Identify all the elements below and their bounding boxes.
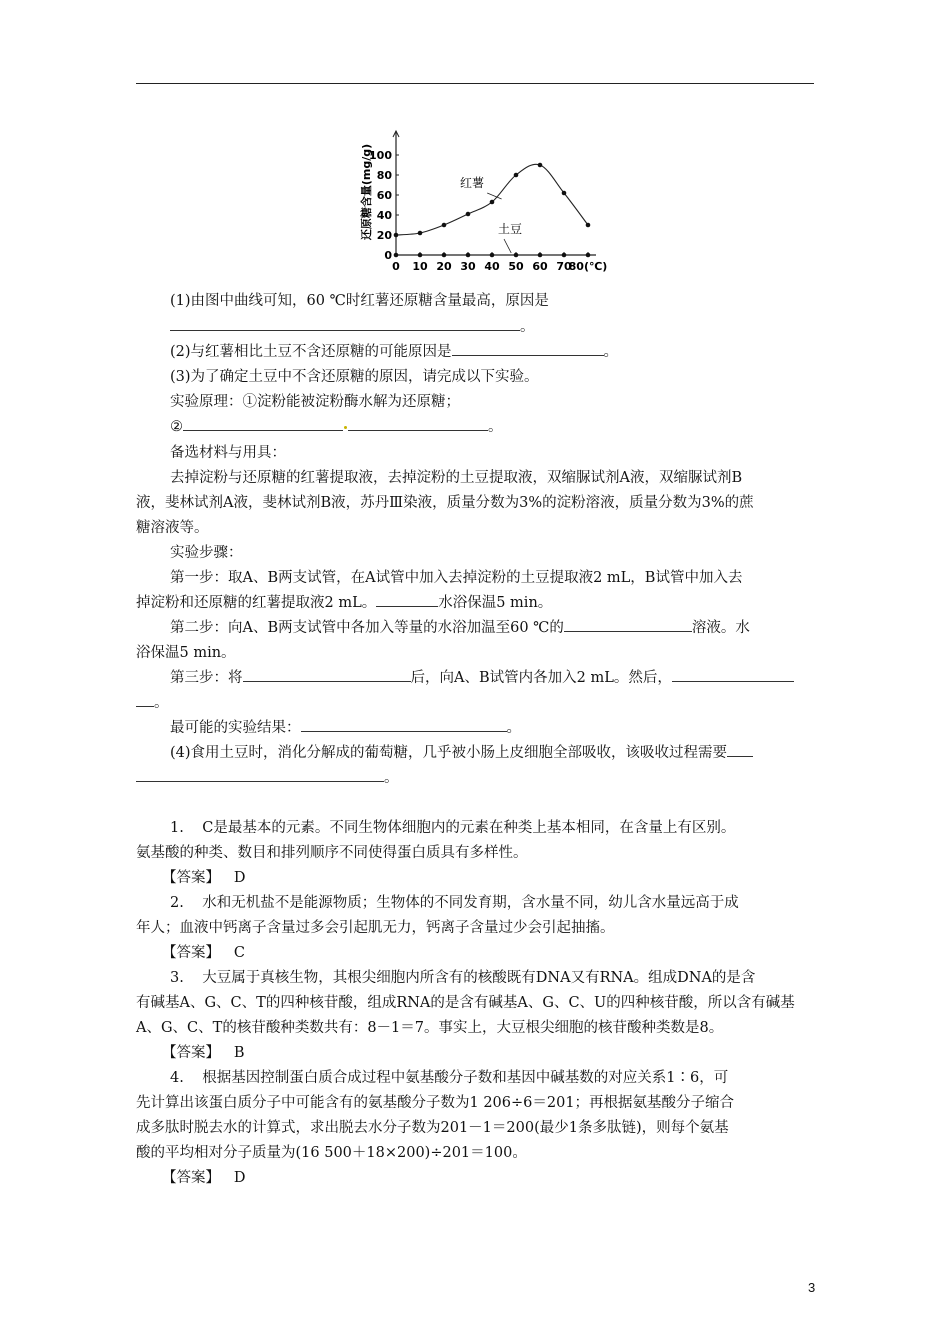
leader-line <box>504 239 511 253</box>
y-tick-label: 40 <box>376 209 392 222</box>
answer-blank[interactable] <box>727 743 753 757</box>
data-point <box>562 253 567 258</box>
answer-blank[interactable] <box>376 593 438 607</box>
data-point <box>490 200 495 205</box>
answer-blank[interactable] <box>136 693 154 707</box>
question-1: (1)由图中曲线可知，60 ℃时红薯还原糖含量最高，原因是 <box>170 293 549 309</box>
data-point <box>418 253 423 258</box>
y-tick-label: 60 <box>376 189 392 202</box>
x-tick-label: 10 <box>412 260 428 273</box>
answer-blank[interactable] <box>183 417 343 431</box>
x-tick-label: 20 <box>436 260 452 273</box>
answer-4-line-1: 4. 根据基因控制蛋白质合成过程中氨基酸分子数和基因中碱基数的对应关系1∶6，可 <box>170 1070 729 1086</box>
series-label-potato: 土豆 <box>498 222 523 236</box>
data-point <box>394 233 399 238</box>
sugar-content-chart <box>350 125 630 285</box>
data-point <box>394 253 399 258</box>
x-tick-label: 80(℃) <box>568 260 608 273</box>
answer-blank[interactable] <box>136 768 384 782</box>
x-tick-label: 70 <box>556 260 572 273</box>
answer-blank[interactable] <box>348 417 488 431</box>
answer-4-key: 【答案】 D <box>162 1170 246 1186</box>
question-2: (2)与红薯相比土豆不含还原糖的可能原因是 。 <box>170 344 619 360</box>
x-tick-label: 60 <box>532 260 548 273</box>
page-number: 3 <box>808 1280 816 1295</box>
data-point <box>466 253 471 258</box>
answer-blank[interactable] <box>243 668 411 682</box>
data-point <box>418 231 423 236</box>
mark-dot <box>344 426 347 429</box>
question-4-line-2: 。 <box>136 768 399 788</box>
series-label-sweet-potato: 红薯 <box>460 176 485 190</box>
answer-2-line-1: 2. 水和无机盐不是能源物质；生物体的不同发育期，含水量不同，幼儿含水量远高于成 <box>170 895 739 911</box>
step-1-line-2: 掉淀粉和还原糖的红薯提取液2 mL。 水浴保温5 min。 <box>136 595 553 611</box>
answer-blank[interactable] <box>301 718 507 732</box>
data-point <box>442 253 447 258</box>
data-point <box>586 253 591 258</box>
y-tick-label: 100 <box>369 149 392 162</box>
answer-4-line-2: 先计算出该蛋白质分子中可能含有的氨基酸分子数为1 206÷6＝201；再根据氨基酸分子缩合 <box>136 1095 735 1111</box>
y-tick-label: 20 <box>376 229 392 242</box>
step-1-line-1: 第一步：取A、B两支试管，在A试管中加入去掉淀粉的土豆提取液2 mL，B试管中加入去 <box>170 570 743 586</box>
data-point <box>538 163 543 168</box>
answer-1-line-2: 氨基酸的种类、数目和排列顺序不同使得蛋白质具有多样性。 <box>136 845 528 861</box>
answer-blank[interactable] <box>564 618 692 632</box>
data-point <box>514 173 519 178</box>
y-tick-label: 80 <box>376 169 392 182</box>
steps-title: 实验步骤： <box>170 545 243 561</box>
principle-1: 实验原理：①淀粉能被淀粉酶水解为还原糖； <box>170 394 460 410</box>
answer-1-line-1: 1. C是最基本的元素。不同生物体细胞内的元素在种类上基本相同，在含量上有区别。 <box>170 820 736 836</box>
x-tick-label: 50 <box>508 260 524 273</box>
principle-2: ② 。 <box>170 419 503 435</box>
materials-line-1: 去掉淀粉与还原糖的红薯提取液，去掉淀粉的土豆提取液，双缩脲试剂A液，双缩脲试剂B <box>170 470 743 486</box>
step-2-line-1: 第二步：向A、B两支试管中各加入等量的水浴加温至60 ℃的 溶液。水 <box>170 620 750 636</box>
answer-blank[interactable] <box>452 342 604 356</box>
header-rule <box>136 83 814 84</box>
materials-line-3: 糖溶液等。 <box>136 520 209 536</box>
answer-blank[interactable] <box>170 317 520 331</box>
answer-2-key: 【答案】 C <box>162 945 245 961</box>
step-3-line-2: 。 <box>136 693 169 713</box>
data-point <box>562 191 567 196</box>
answer-3-line-1: 3. 大豆属于真核生物，其根尖细胞内所含有的核酸既有DNA又有RNA。组成DNA的是含 <box>170 970 756 986</box>
answer-4-line-3: 成多肽时脱去水的计算式，求出脱去水分子数为201－1＝200(最少1条多肽链)，则每个氨基 <box>136 1120 729 1136</box>
data-point <box>586 223 591 228</box>
data-point <box>442 223 447 228</box>
step-3-line-1: 第三步：将 后，向A、B试管内各加入2 mL。然后， <box>170 668 794 688</box>
series-line-1 <box>396 164 588 235</box>
data-point <box>514 253 519 258</box>
x-tick-label: 40 <box>484 260 500 273</box>
answer-blank[interactable] <box>672 668 794 682</box>
materials-title: 备选材料与用具： <box>170 445 286 461</box>
answer-3-line-2: 有碱基A、G、C、T的四种核苷酸，组成RNA的是含有碱基A、G、C、U的四种核苷酸，所以含有碱基 <box>136 995 795 1011</box>
question-1-blank-line: 。 <box>170 317 535 337</box>
y-tick-label: 0 <box>384 249 392 262</box>
question-3: (3)为了确定土豆中不含还原糖的原因，请完成以下实验。 <box>170 369 539 385</box>
step-2-line-2: 浴保温5 min。 <box>136 645 236 661</box>
x-tick-label: 30 <box>460 260 476 273</box>
materials-line-2: 液，斐林试剂A液，斐林试剂B液，苏丹Ⅲ染液，质量分数为3%的淀粉溶液，质量分数为3%的蔗 <box>136 495 754 511</box>
x-tick-label: 0 <box>392 260 400 273</box>
answer-3-key: 【答案】 B <box>162 1045 245 1061</box>
answer-2-line-2: 年人；血液中钙离子含量过多会引起肌无力，钙离子含量过少会引起抽搐。 <box>136 920 615 936</box>
data-point <box>538 253 543 258</box>
question-4: (4)食用土豆时，消化分解成的葡萄糖，几乎被小肠上皮细胞全部吸收，该吸收过程需要 <box>170 743 753 763</box>
data-point <box>490 253 495 258</box>
answer-1-key: 【答案】 D <box>162 870 246 886</box>
data-point <box>466 212 471 217</box>
answer-3-line-3: A、G、C、T的核苷酸种类数共有：8－1＝7。事实上，大豆根尖细胞的核苷酸种类数是8。 <box>136 1020 724 1036</box>
result-line: 最可能的实验结果： 。 <box>170 720 521 736</box>
answer-4-line-4: 酸的平均相对分子质量为(16 500＋18×200)÷201＝100。 <box>136 1145 527 1161</box>
y-axis-label: 还原糖含量(mg/g) <box>360 143 373 241</box>
